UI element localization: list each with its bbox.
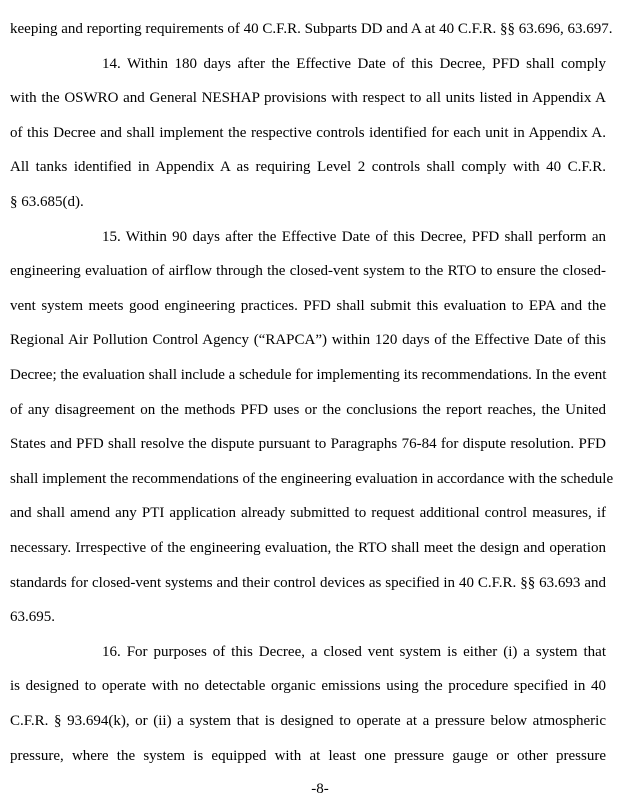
text-line: C.F.R. § 93.694(k), or (ii) a system that is designed to operate at a pressure below atmospheric xyxy=(10,713,606,729)
text-line: vent system meets good engineering practices. PFD shall submit this evaluation to EPA and the xyxy=(10,297,606,314)
paragraph-15-start: 15. Within 90 days after the Effective Date of this Decree, PFD shall perform an xyxy=(102,228,606,245)
paragraph-14-start: 14. Within 180 days after the Effective Date of this Decree, PFD shall comply xyxy=(102,55,606,72)
text-line: shall implement the recommendations of the engineering evaluation in accordance with the schedule xyxy=(10,470,614,487)
page-number: -8- xyxy=(311,781,329,797)
text-line: with the OSWRO and General NESHAP provisions with respect to all units listed in Appendix A xyxy=(10,90,606,107)
text-line: of this Decree and shall implement the respective controls identified for each unit in Appendix A. xyxy=(10,124,606,141)
text-line: States and PFD shall resolve the dispute pursuant to Paragraphs 76-84 for dispute resolution. PFD xyxy=(10,436,606,453)
text-line: standards for closed-vent systems and their control devices as specified in 40 C.F.R. §§ 63.693 and xyxy=(10,574,606,591)
text-line: pressure, where the system is equipped with at least one pressure gauge or other pressure xyxy=(10,747,606,764)
text-line: engineering evaluation of airflow through the closed-vent system to the RTO to ensure the closed- xyxy=(10,263,606,280)
text-line: Decree; the evaluation shall include a schedule for implementing its recommendations. In the event xyxy=(10,367,607,383)
text-line: Regional Air Pollution Control Agency (“RAPCA”) within 120 days of the Effective Date of this xyxy=(10,332,606,349)
text-line: § 63.685(d). xyxy=(10,194,84,210)
text-line: keeping and reporting requirements of 40 C.F.R. Subparts DD and A at 40 C.F.R. §§ 63.696, 63.697. xyxy=(10,21,613,37)
text-line: is designed to operate with no detectable organic emissions using the procedure specified in 40 xyxy=(10,678,606,695)
text-line: 63.695. xyxy=(10,609,55,626)
text-line: and shall amend any PTI application already submitted to request additional control measures, if xyxy=(10,505,606,522)
paragraph-16-start: 16. For purposes of this Decree, a closed vent system is either (i) a system that xyxy=(102,643,606,660)
text-line: necessary. Irrespective of the engineering evaluation, the RTO shall meet the design and operation xyxy=(10,540,606,556)
text-line: All tanks identified in Appendix A as requiring Level 2 controls shall comply with 40 C.F.R. xyxy=(10,159,606,176)
text-line: of any disagreement on the methods PFD uses or the conclusions the report reaches, the United xyxy=(10,401,606,418)
